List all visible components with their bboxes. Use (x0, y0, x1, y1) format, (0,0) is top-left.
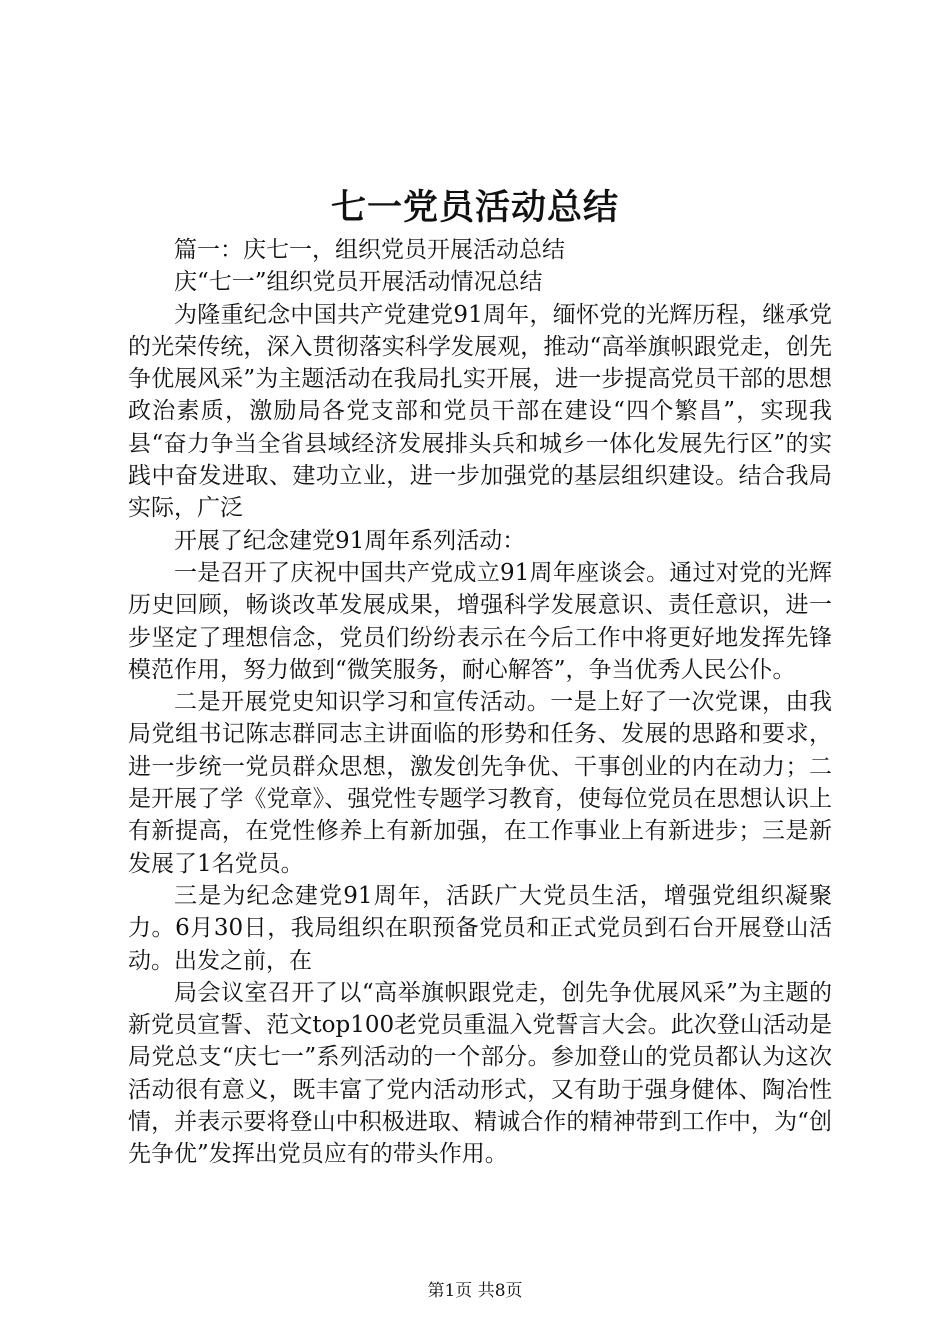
page-footer: 第1页 共8页 (427, 1281, 523, 1301)
paragraph-activities-lead: 开展了纪念建党91周年系列活动： (174, 527, 526, 554)
paragraph-subheading: 庆“七一”组织党员开展活动情况总结 (174, 269, 543, 296)
paragraph-activity-two: 二是开展党史知识学习和宣传活动。一是上好了一次党课，由我局党组书记陈志群同志主讲面临的形势和任务、发展的思路和要求，进一步统一党员群众思想，激发创先争优、干事创业的内在动力；二是开展了学《党章》、强党性专题学习教育，使每位党员在思想认识上有新提高，在党性修养上有新加强，在工作事业上有新进步；三是新发展了1名党员。 (128, 689, 832, 877)
document-title: 七一党员活动总结 (330, 187, 619, 228)
paragraph-activity-three: 三是为纪念建党91周年，活跃广大党员生活，增强党组织凝聚力。6月30日，我局组织在职预备党员和正式党员到石台开展登山活动。出发之前，在 (128, 882, 832, 974)
document-body (128, 234, 832, 1171)
paragraph-oath-meeting: 局会议室召开了以“高举旗帜跟党走，创先争优展风采”为主题的新党员宣誓、范文top100老党员重温入党誓言大会。此次登山活动是局党总支“庆七一”系列活动的一个部分。参加登山的党员都认为这次活动很有意义，既丰富了党内活动形式，又有助于强身健体、陶冶性情，并表示要将登山中积极进取、精诚合作的精神带到工作中，为“创先争优”发挥出党员应有的带头作用。 (128, 979, 832, 1168)
paragraph-section-heading: 篇一：庆七一，组织党员开展活动总结 (174, 237, 565, 263)
paragraph-intro: 为隆重纪念中国共产党建党91周年，缅怀党的光辉历程，继承党的光荣传统，深入贯彻落实科学发展观，推动“高举旗帜跟党走，创先争优展风采”为主题活动在我局扎实开展，进一步提高党员干部的思想政治素质，激励局各党支部和党员干部在建设“四个繁昌”，实现我县“奋力争当全省县域经济发展排头兵和城乡一体化发展先行区”的实践中奋发进取、建功立业，进一步加强党的基层组织建设。结合我局实际，广泛 (128, 301, 832, 522)
paragraph-activity-one: 一是召开了庆祝中国共产党成立91周年座谈会。通过对党的光辉历史回顾，畅谈改革发展成果，增强科学发展意识、责任意识，进一步坚定了理想信念，党员们纷纷表示在今后工作中将更好地发挥先锋模范作用，努力做到“微笑服务，耐心解答”，争当优秀人民公仆。 (128, 559, 832, 683)
